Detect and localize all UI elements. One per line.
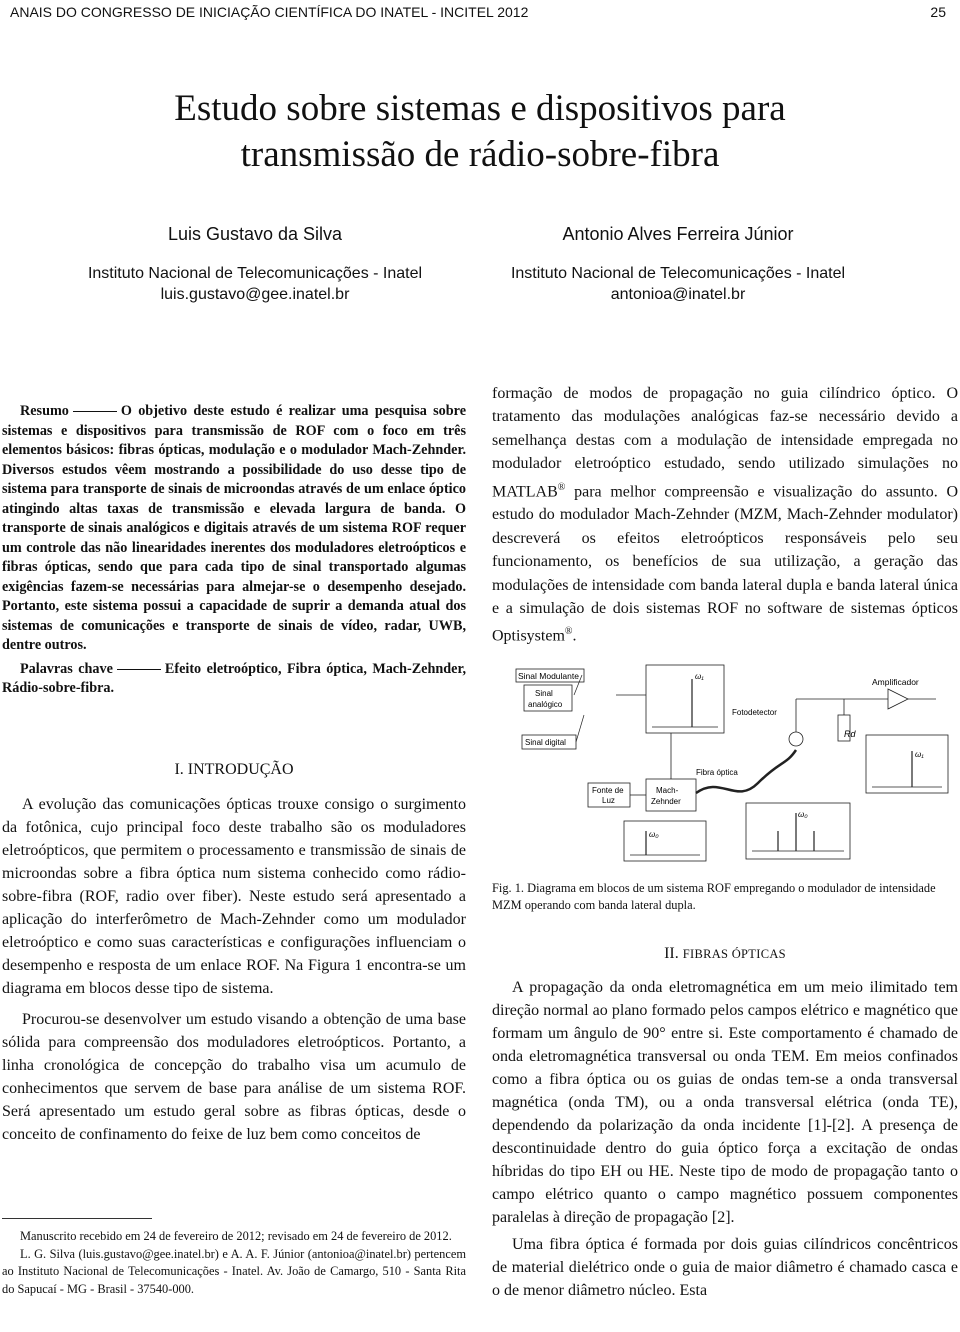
em-dash (117, 669, 161, 670)
introduction-section (2, 758, 466, 1146)
footnote-received: Manuscrito recebido em 24 de fevereiro de 2012; revisado em 24 de fevereiro de 2012. (20, 1229, 452, 1243)
author-institution: Instituto Nacional de Telecomunicações - Inatel (87, 265, 423, 282)
sinal-analogico-label-1: Sinal (535, 689, 553, 698)
paragraph: A evolução das comunicações ópticas trouxe consigo o surgimento da fotônica, cujo principal foco deste trabalho são os moduladores eletroópticos, que permitem o processamento e transmissão de sinais de microondas sobre a fibra óptica num sistema conhecido como rádio-sobre-fibra (ROF, radio over fiber). Neste estudo será apresentado a aplicação do interferômetro de Mach-Zehnder como um modulador eletroóptico e como suas características e configurações influenciam o desempenho e resposta de um enlace ROF. Na Figura 1 encontra-se um diagrama em blocos desse tipo de sistema. (2, 796, 466, 997)
omega1-label: ω₁ (915, 750, 924, 759)
rd-label: Rd (844, 729, 856, 739)
section-heading (492, 942, 958, 966)
paper-title (0, 86, 960, 178)
footnote-affiliation: L. G. Silva (luis.gustavo@gee.inatel.br) e A. A. F. Júnior (antonioa@inatel.br) pertencem ao Instituto Nacional de Telecomunicações - Inatel. Av. João de Camargo, 510 - Santa Rita do Sapucaí - MG - Brasil - 37540-000. (2, 1246, 466, 1296)
paragraph: Uma fibra óptica é formada por dois guias cilíndricos concêntricos de material dielétrico onde o guia de maior diâmetro é chamado casca e o de menor diâmetro núcleo. Esta (492, 1236, 958, 1299)
section-title: FIBRAS ÓPTICAS (682, 947, 786, 961)
omega0-label: ω₀ (649, 830, 659, 839)
photodiode (789, 732, 803, 746)
fotodetector-label: Fotodetector (732, 708, 777, 717)
mach-label-1: Mach- (656, 786, 679, 795)
omega1-label: ω₁ (695, 672, 704, 681)
omega0-label: ω₀ (798, 810, 808, 819)
abstract-text: O objetivo deste estudo é realizar uma pesquisa sobre sistemas e dispositivos para transmissão de ROF com o foco em três elementos básicos: fibras ópticas, modulação e o modulador Mach-Zehnder. Diversos estudos vêem mostrando a possibilidade do uso desse tipo de sistema para transporte de sinais de microondas através de um enlace óptico atingindo altas taxas de transmissão e elevada largura de banda. O transporte de sinais analógicos e digitais através de um sistema ROF requer um controle das não linearidades inerentes dos moduladores eletroópticos e fibras ópticas, sendo que para cada tipo de sinal transportado algumas exigências fazem-se necessárias para almejar-se o desempenho desejado. Portanto, este sistema possui a capacidade de suprir a demanda atual dos sistemas de comunicações e transporte de sinais de vídeo, radar, UWB, dentre outros. (2, 403, 466, 653)
author-email: antonioa@inatel.br (610, 286, 746, 303)
sinal-analogico-label-2: analógico (528, 700, 563, 709)
fonte-luz-label-1: Fonte de (592, 786, 624, 795)
author-block-1 (60, 224, 450, 305)
sinal-modulante-label: Sinal Modulante (518, 671, 579, 681)
text-segment: formação de modos de propagação no guia cilíndrico óptico. O tratamento das modulações analógicas faz-se necessário devido a semelhança destas com a modulação de intensidade empregada no modulador eletroóptico estudado, sendo utilizado simulações no MATLAB (492, 385, 958, 500)
title-line-2: transmissão de rádio-sobre-fibra (240, 134, 720, 175)
author-institution: Instituto Nacional de Telecomunicações - Inatel (510, 265, 846, 282)
mach-zehnder-box (646, 779, 696, 811)
paragraph: Procurou-se desenvolver um estudo visando a obtenção de uma base sólida para compreensão dos moduladores eletroópticos. Portanto, a linha cronológica de concepção do trabalho visa um acumulo de conhecimentos que servem de base para análise de um sistema ROF. Será apresentado um estudo geral sobre as fibras ópticas, desde o conceito de confinamento do feixe de luz bem como conceitos de (2, 1011, 466, 1143)
abstract-label: Resumo (20, 403, 69, 419)
registered-mark: ® (564, 626, 573, 638)
amplificador-label: Amplificador (872, 677, 919, 687)
mach-label-2: Zehnder (651, 797, 681, 806)
intro-continuation (492, 382, 958, 648)
em-dash (73, 411, 117, 412)
section-title: INTRODUÇÃO (187, 761, 294, 778)
fonte-luz-label-2: Luz (602, 796, 615, 805)
keywords-label: Palavras chave (20, 660, 113, 677)
author-block-2 (468, 224, 888, 305)
section-fibras-opticas (492, 942, 958, 1302)
section-number: II. (664, 945, 679, 962)
page-number: 25 (930, 4, 946, 20)
abstract (2, 402, 466, 699)
keywords-text: Efeito eletroóptico, Fibra óptica, Mach-Zehnder, Rádio-sobre-fibra. (2, 660, 466, 696)
running-header: ANAIS DO CONGRESSO DE INICIAÇÃO CIENTÍFICA DO INATEL - INCITEL 2012 (10, 4, 529, 20)
footnote-rule (2, 1218, 152, 1219)
amplifier-symbol (888, 689, 908, 709)
section-heading (2, 758, 466, 781)
fibra-optica-label: Fibra óptica (696, 768, 738, 777)
spectrum-box-input (646, 665, 724, 733)
text-segment: para melhor compreensão e visualização do assunto. O estudo do modulador Mach-Zehnder (MZM, Mach-Zehnder modulator) descreverá os efeitos eletroópticos responsáveis pelo seu funcionamento, os benefícios de sua utilização, a geração das modulações de intensidade com banda lateral dupla e banda lateral única e a simulação de dois sistemas ROF no software de sistemas ópticos Optisystem (492, 482, 958, 645)
title-line-1: Estudo sobre sistemas e dispositivos para (174, 88, 786, 129)
author-name: Luis Gustavo da Silva (167, 224, 343, 244)
paragraph (492, 382, 958, 648)
connector (576, 715, 584, 742)
figure-1-block-diagram (496, 655, 954, 865)
text-segment: . (572, 627, 577, 645)
footnote (2, 1228, 466, 1298)
author-email: luis.gustavo@gee.inatel.br (160, 286, 350, 303)
figure-caption: Fig. 1. Diagrama em blocos de um sistema ROF empregando o modulador de intensidade MZM operando com banda lateral dupla. (492, 881, 936, 912)
author-name: Antonio Alves Ferreira Júnior (562, 224, 794, 244)
sinal-digital-label: Sinal digital (525, 738, 566, 747)
paragraph: A propagação da onda eletromagnética em um meio ilimitado tem direção normal ao plano formado pelos campos elétrico e magnético que formam um ângulo de 90° entre si. Este comportamento é chamado de onda eletromagnética transversal ou onda TEM. Em meios confinados como a fibra óptica ou os guias de ondas tem-se a onda transversal magnética (onda TM), ou a onda transversal elétrica (onda TE), dependendo da polarização da onda incidente [1]-[2]. A presença de descontinuidade dentro do guia óptico força a excitação de ondas híbridas do tipo EH ou HE. Neste tipo de modo de propagação tanto o campo elétrico quanto o campo magnético possuem componentes paralelas à direção de propagação [2]. (492, 979, 958, 1226)
registered-mark: ® (557, 481, 566, 493)
section-number: I. (174, 761, 184, 778)
spectrum-box-output (866, 735, 948, 793)
